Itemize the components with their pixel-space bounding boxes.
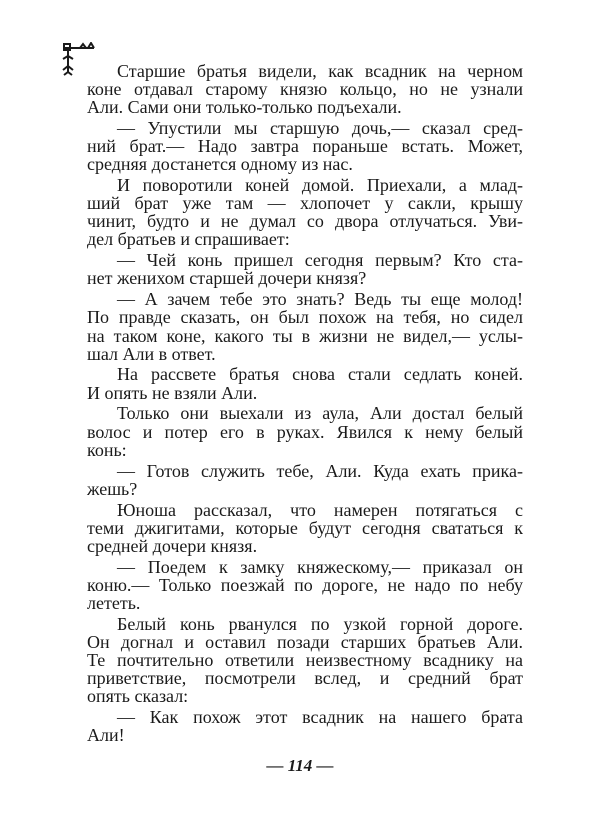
text-line: Юноша рассказал, что намерен потягаться с: [117, 499, 523, 520]
text-line: — А зачем тебе это знать? Ведь ты еще молод!: [117, 289, 523, 310]
paragraph: [87, 290, 523, 362]
text-line: — Упустили мы старшую дочь,— сказал сред-: [117, 118, 523, 139]
text-line: лететь.: [87, 592, 141, 613]
text-line: По правде сказать, он был похож на тебя, но сидел: [87, 307, 523, 328]
text-line: ший брат уже там — хлопочет у сакли, крышу: [87, 193, 523, 214]
text-line: жешь?: [87, 478, 138, 499]
text-line: чинит, будто и не думал со двора отлучаться. Уви-: [87, 211, 523, 232]
text-line: волос и потер его в руках. Явился к нему белый: [87, 421, 523, 442]
text-line: Те почтительно ответили неизвестному всаднику на: [87, 649, 523, 670]
text-line: нет женихом старшей дочери князя?: [87, 268, 367, 289]
text-line: — Как похож этот всадник на нашего брата: [117, 706, 523, 727]
text-line: Старшие братья видели, как всадник на черном: [117, 61, 523, 81]
text-line: приветствие, посмотрели вслед, и средний брат: [87, 667, 523, 688]
paragraph: [87, 119, 523, 173]
text-line: шал Али в ответ.: [87, 343, 216, 364]
text-line: на таком коне, какого ты в жизни не видел,— услы-: [87, 325, 523, 346]
body-text: [87, 62, 523, 747]
paragraph: [87, 558, 523, 612]
paragraph: [87, 462, 523, 498]
text-line: — Готов служить тебе, Али. Куда ехать прика-: [117, 460, 523, 481]
paragraph: [87, 404, 523, 458]
paragraph: [87, 62, 523, 116]
text-line: Али. Сами они только-только подъехали.: [87, 97, 402, 118]
text-line: Только они выехали из аула, Али достал белый: [117, 403, 523, 424]
text-line: конь:: [87, 439, 127, 460]
paragraph: [87, 501, 523, 555]
paragraph: [87, 365, 523, 401]
paragraph: [87, 176, 523, 248]
text-line: На рассвете братья снова стали седлать коней.: [117, 364, 523, 385]
text-line: ний брат.— Надо завтра пораньше встать. Может,: [87, 136, 523, 157]
text-line: Он догнал и оставил позади старших братьев Али.: [87, 631, 523, 652]
text-line: И опять не взяли Али.: [87, 382, 258, 403]
page-number: — 114 —: [266, 756, 334, 775]
text-line: коне отдавал старому князю кольцо, но не узнали: [87, 79, 523, 100]
paragraph: [87, 615, 523, 705]
text-line: Белый конь рванулся по узкой горной дороге.: [117, 613, 523, 634]
text-line: дел братьев и спрашивает:: [87, 229, 290, 250]
text-line: теми джигитами, которые будут сегодня свататься к: [87, 517, 523, 538]
text-line: Али!: [87, 725, 125, 746]
paragraph: [87, 251, 523, 287]
text-line: средней дочери князя.: [87, 535, 258, 556]
text-line: — Поедем к замку княжескому,— приказал он: [117, 556, 523, 577]
paragraph: [87, 708, 523, 744]
text-line: средняя достанется одному из нас.: [87, 154, 353, 175]
text-line: И поворотили коней домой. Приехали, а млад-: [117, 175, 523, 196]
text-line: — Чей конь пришел сегодня первым? Кто ста-: [117, 250, 523, 271]
text-line: коню.— Только поезжай по дороге, не надо по небу: [87, 574, 523, 595]
text-line: опять сказал:: [87, 686, 189, 707]
